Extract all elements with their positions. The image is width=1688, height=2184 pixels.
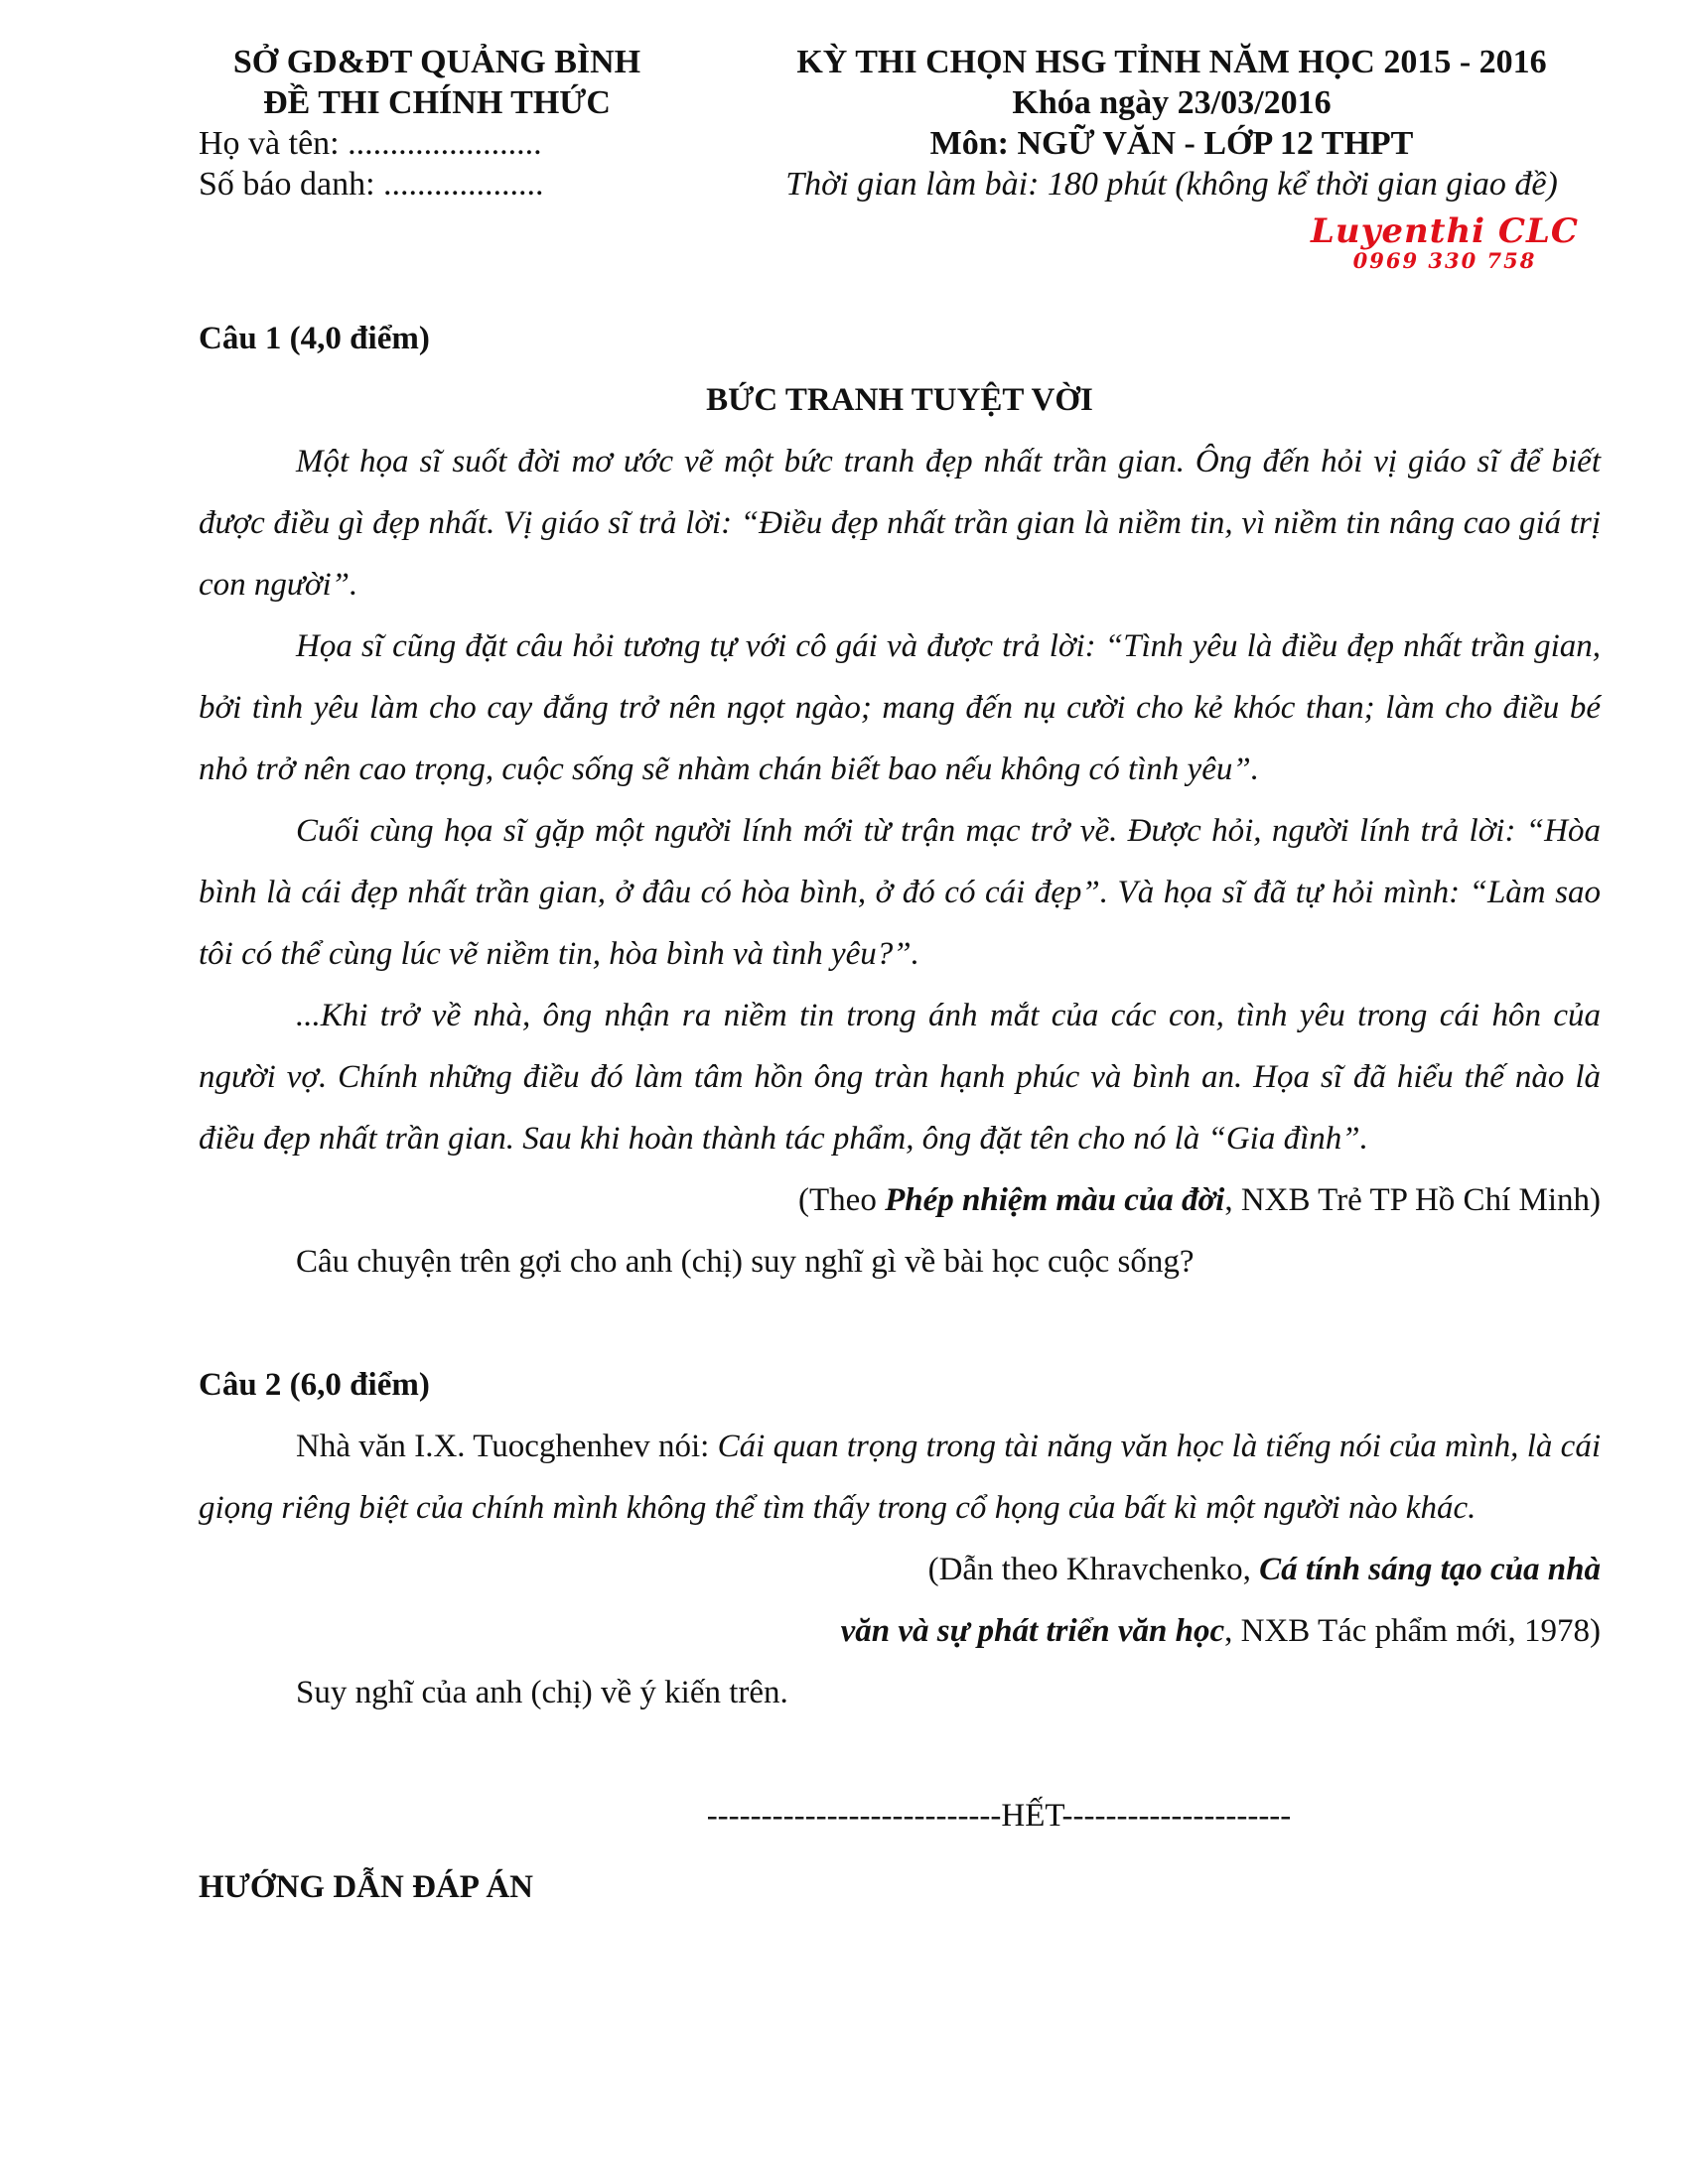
department-name: SỞ GD&ĐT QUẢNG BÌNH [232, 44, 641, 80]
question-1-heading: Câu 1 (4,0 điểm) [199, 321, 430, 356]
quote-source-book-part-1: Cá tính sáng tạo của nhà [1259, 1552, 1601, 1587]
story-source [199, 1169, 1601, 1231]
candidate-name-line: Họ và tên: ....................... [199, 125, 542, 162]
story-title: BỨC TRANH TUYỆT VỜI [706, 382, 1093, 418]
exam-title: KỲ THI CHỌN HSG TỈNH NĂM HỌC 2015 - 2016 [796, 44, 1547, 80]
quote-source-book-part-2: văn và sự phát triển văn học [840, 1613, 1225, 1649]
source-suffix: , NXB Trẻ TP Hồ Chí Minh) [1224, 1182, 1601, 1218]
watermark-logo [1291, 211, 1599, 273]
question-2-quote-paragraph [199, 1416, 1601, 1539]
quote-source-prefix: (Dẫn theo Khravchenko, [927, 1552, 1260, 1587]
candidate-id-line: Số báo danh: ................... [199, 166, 544, 203]
logo-name: Luyenthi CLC [1311, 211, 1579, 251]
quote-source-line-1 [199, 1539, 1601, 1600]
exam-subject: Môn: NGỮ VĂN - LỚP 12 THPT [929, 125, 1414, 162]
question-2-prompt: Suy nghĩ của anh (chị) về ý kiến trên. [296, 1675, 788, 1710]
story-paragraph: Cuối cùng họa sĩ gặp một người lính mới từ trận mạc trở về. Được hỏi, người lính trả lời: “Hòa bình là cái đẹp nhất trần gian, ở đâu có hòa bình, ở đó có cái đẹp”. Và họa sĩ đã tự hỏi mình: “Làm sao tôi có thể cùng lúc vẽ niềm tin, hòa bình và tình yêu?”. [199, 813, 1601, 972]
answer-guide-heading: HƯỚNG DẪN ĐÁP ÁN [199, 1869, 534, 1905]
header-left [199, 42, 675, 205]
quote-text: Cái quan trọng trong tài năng văn học là tiếng nói của mình, là cái giọng riêng biệt của chính mình không thể tìm thấy trong cổ họng của bất kì một người nào khác. [199, 1429, 1601, 1526]
end-marker: ---------------------------HẾT--------------------- [706, 1798, 1292, 1834]
official-exam-label: ĐỀ THI CHÍNH THỨC [263, 84, 611, 121]
logo-phone: 0969 330 758 [1352, 248, 1537, 273]
exam-body [199, 308, 1601, 1918]
question-2-heading: Câu 2 (6,0 điểm) [199, 1367, 430, 1403]
header-right [735, 42, 1609, 205]
quote-source-suffix: , NXB Tác phẩm mới, 1978) [1224, 1613, 1601, 1649]
story-paragraph: ...Khi trở về nhà, ông nhận ra niềm tin trong ánh mắt của các con, tình yêu trong cái hôn của người vợ. Chính những điều đó làm tâm hồn ông tràn hạnh phúc và bình an. Họa sĩ đã hiểu thế nào là điều đẹp nhất trần gian. Sau khi hoàn thành tác phẩm, ông đặt tên cho nó là “Gia đình”. [199, 998, 1601, 1157]
source-book-title: Phép nhiệm màu của đời [885, 1182, 1225, 1218]
story-paragraph: Một họa sĩ suốt đời mơ ước vẽ một bức tranh đẹp nhất trần gian. Ông đến hỏi vị giáo sĩ để biết được điều gì đẹp nhất. Vị giáo sĩ trả lời: “Điều đẹp nhất trần gian là niềm tin, vì niềm tin nâng cao giá trị con người”. [199, 444, 1601, 603]
story-paragraph: Họa sĩ cũng đặt câu hỏi tương tự với cô gái và được trả lời: “Tình yêu là điều đẹp nhất trần gian, bởi tình yêu làm cho cay đắng trở nên ngọt ngào; mang đến nụ cười cho kẻ khóc than; làm cho điều bé nhỏ trở nên cao trọng, cuộc sống sẽ nhàm chán biết bao nếu không có tình yêu”. [199, 628, 1601, 787]
exam-date: Khóa ngày 23/03/2016 [1012, 84, 1332, 121]
question-1-prompt: Câu chuyện trên gợi cho anh (chị) suy nghĩ gì về bài học cuộc sống? [296, 1244, 1195, 1280]
quote-intro: Nhà văn I.X. Tuocghenhev nói: [296, 1429, 718, 1464]
exam-duration: Thời gian làm bài: 180 phút (không kể thời gian giao đề) [785, 166, 1558, 203]
quote-source-line-2 [199, 1600, 1601, 1662]
source-prefix: (Theo [798, 1182, 886, 1218]
